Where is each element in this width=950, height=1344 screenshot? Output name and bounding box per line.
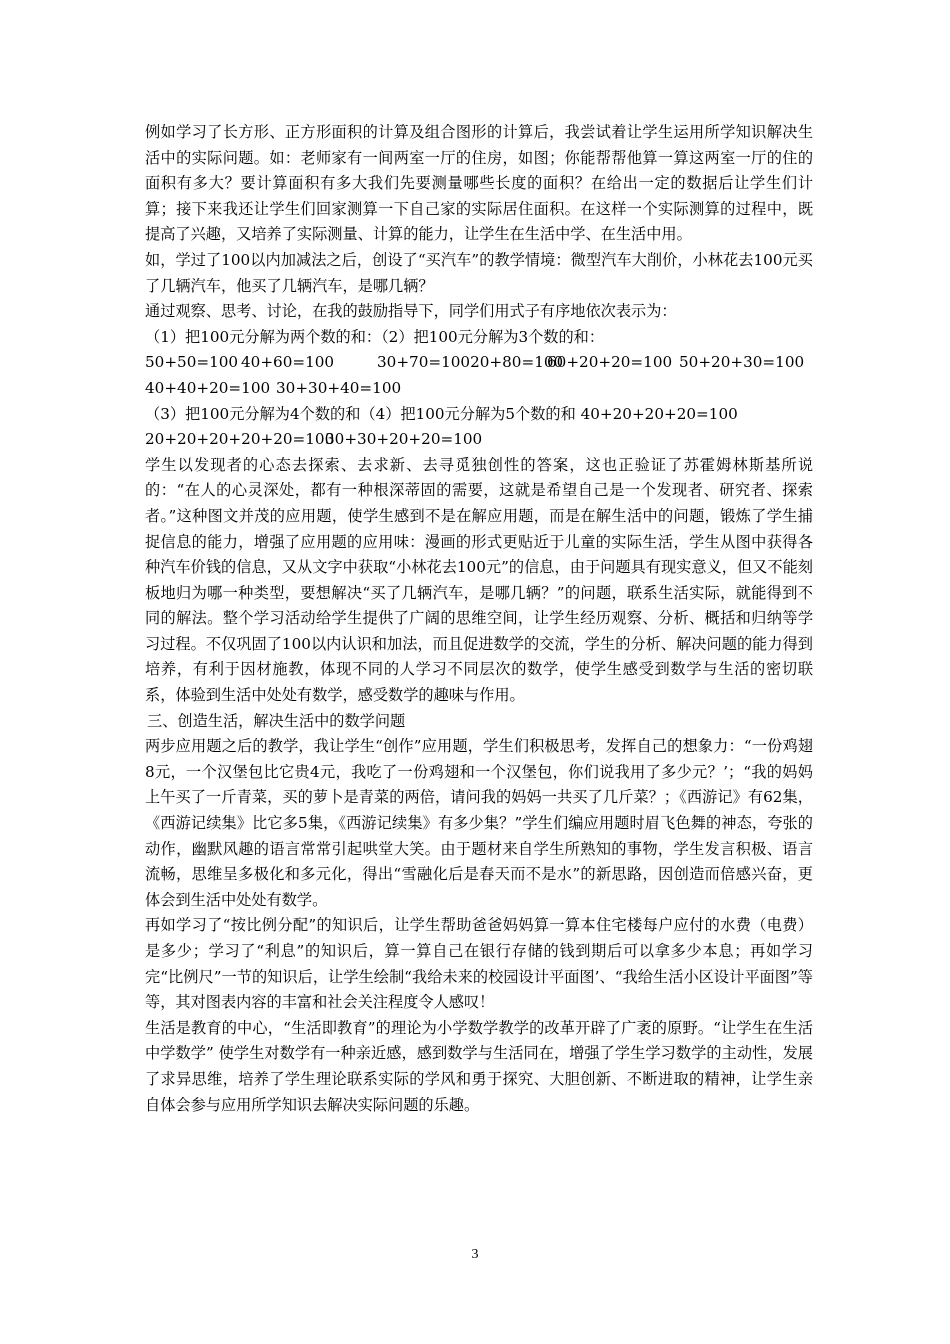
equation: 20+20+20+20+20=100 — [145, 430, 335, 449]
equation: 50+50=100 — [145, 353, 239, 372]
equation-row-1 — [145, 350, 813, 376]
paragraph-buy-cars: 如，学过了100以内加减法之后，创设了“买汽车”的教学情境：微型汽车大削价，小林花去100元买了几辆汽车，他买了几辆汽车，是哪几辆？ — [145, 250, 813, 295]
paragraph-observation: 通过观察、思考、讨论，在我的鼓励指导下，同学们用式子有序地依次表示为： — [145, 302, 677, 321]
paragraph-proportion: 再如学习了“按比例分配”的知识后，让学生帮助爸爸妈妈算一算本住宅楼每户应付的水费（电费）是多少；学习了“利息”的知识后，算一算自己在银行存储的钱到期后可以拿多少本息；再如学习完“比例尺”一节的知识后，让学生绘制“我给未来的校园设计平面图’、“我给生活小区设计平面图”等等，其对图表内容的丰富和社会关注程度令人感叹！ — [145, 916, 813, 1012]
equation: 30+70=10020+80=100 — [377, 353, 564, 372]
equation-row-2 — [145, 376, 813, 402]
equation: 40+60=100 — [241, 353, 335, 372]
paragraph-area-calculation: 例如学习了长方形、正方形面积的计算及组合图形的计算后，我尝试着让学生运用所学知识解决生活中的实际问题。如：老师家有一间两室一厅的住房，如图；你能帮帮他算一算这两室一厅的住的面积有多大？要计算面积有多大我们先要测量哪些长度的面积？在给出一定的数据后让学生们计算；接下来我还让学生们回家测算一下自己家的实际居住面积。在这样一个实际测算的过程中，既提高了兴趣，又培养了实际测量、计算的能力，让学生在生活中学、在生活中用。 — [145, 123, 813, 244]
equation-row-3 — [145, 427, 813, 453]
page-number: 3 — [471, 1247, 479, 1262]
equation: 60+20+20=100 — [547, 353, 673, 372]
equation: 30+30+40=100 — [276, 378, 402, 397]
paragraph-decompose-two-three: （1）把100元分解为两个数的和：（2）把100元分解为3个数的和： — [145, 327, 605, 346]
document-body — [145, 120, 813, 1118]
paragraph-conclusion: 生活是教育的中心，“生活即教育”的理论为小学数学教学的改革开辟了广袤的原野。“让学生在生活中学数学” 使学生对数学有一种亲近感，感到数学与生活同在，增强了学生学习数学的主动性，发展了求异思维，培养了学生理论联系实际的学风和勇于探究、大胆创新、不断进取的精神，让学生亲自体会参与应用所学知识去解决实际问题的乐趣。 — [145, 1018, 813, 1114]
equation: 50+20+30=100 — [679, 353, 805, 372]
equation: 30+30+20+20=100 — [325, 430, 483, 449]
paragraph-create-problems: 两步应用题之后的教学，我让学生“创作”应用题，学生们积极思考，发挥自己的想象力：“一份鸡翅8元，一个汉堡包比它贵4元，我吃了一份鸡翅和一个汉堡包，你们说我用了多少元？’；“我的妈妈上午买了一斤青菜，买的萝卜是青菜的两倍，请问我的妈妈一共买了几斤菜？；《西游记》有62集，《西游记续集》比它多5集，《西游记续集》有多少集？”学生们编应用题时眉飞色舞的神态，夸张的动作，幽默风趣的语言常常引起哄堂大笑。由于题材来自学生所熟知的事物，学生发言积极、语言流畅，思维呈多极化和多元化，得出“雪融化后是春天而不是水”的新思路，因创造而倍感兴奋，更体会到生活中处处有数学。 — [145, 737, 813, 909]
section-heading-create-life: 三、创造生活，解决生活中的数学问题 — [147, 711, 406, 730]
paragraph-discoverer: 学生以发现者的心态去探索、去求新、去寻觅独创性的答案，这也正验证了苏霍姆林斯基所说的：“在人的心灵深处，都有一种根深蒂固的需要，这就是希望自己是一个发现者、研究者、探索者。”这种图文并茂的应用题，使学生感到不是在解应用题，而是在解生活中的问题，锻炼了学生捕捉信息的能力，增强了应用题的应用味：漫画的形式更贴近于儿童的实际生活，学生从图中获得各种汽车价钱的信息，又从文字中获取“小林花去100元”的信息，由于问题具有现实意义，但又不能刻板地归为哪一种类型，要想解决“买了几辆汽车，是哪几辆？”的问题，联系生活实际，就能得到不同的解法。整个学习活动给学生提供了广阔的思维空间，让学生经历观察、分析、概括和归纳等学习过程。不仅巩固了100以内认识和加法，而且促进数学的交流，学生的分析、解决问题的能力得到培养，有利于因材施教，体现不同的人学习不同层次的数学，使学生感受到数学与生活的密切联系，体验到生活中处处有数学，感受数学的趣味与作用。 — [145, 455, 813, 705]
paragraph-decompose-four-five: （3）把100元分解为4个数的和（4）把100元分解为5个数的和 40+20+20+20=100 — [145, 404, 738, 423]
equation: 40+40+20=100 — [145, 378, 271, 397]
